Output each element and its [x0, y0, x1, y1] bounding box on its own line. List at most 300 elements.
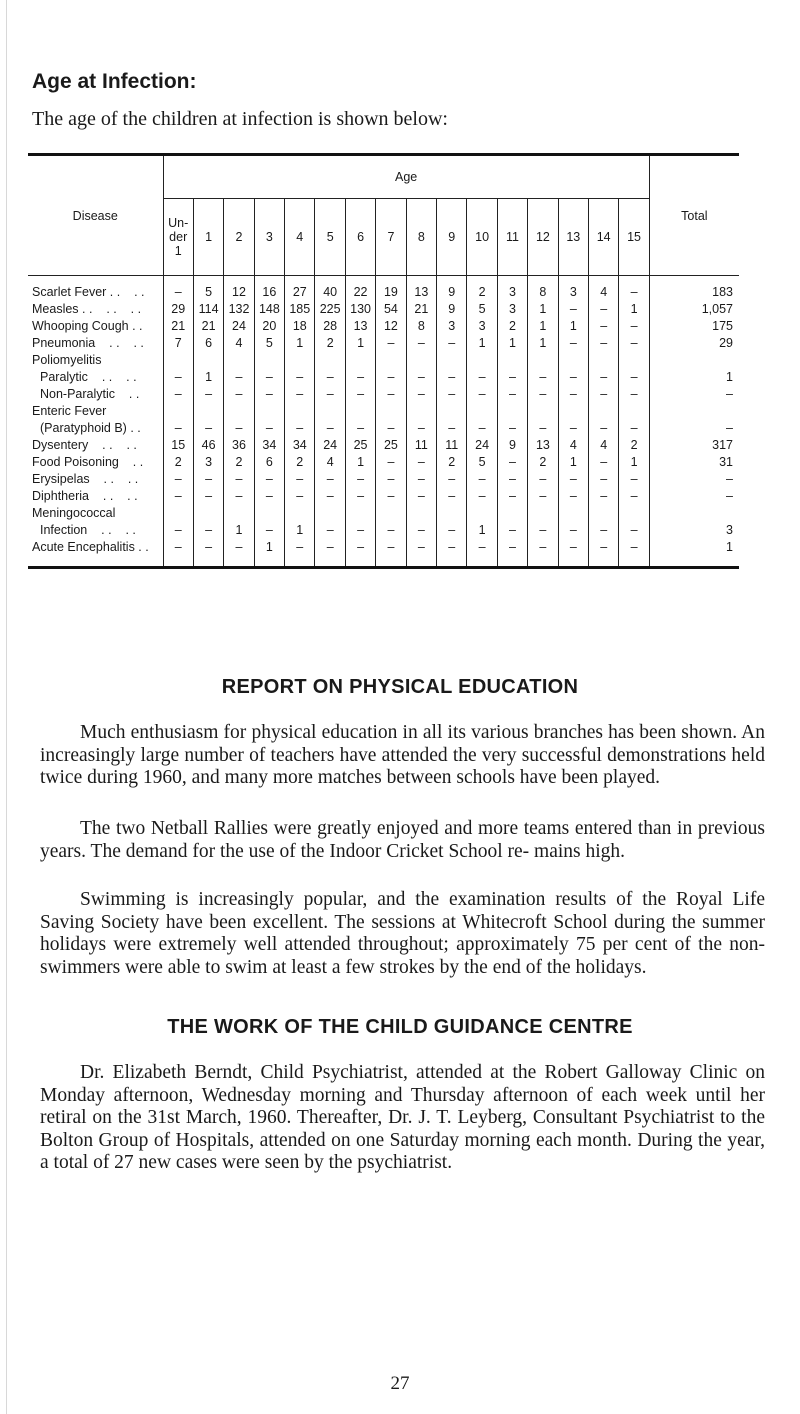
age-count-cell: – — [497, 471, 527, 488]
infection-age-table — [28, 153, 739, 569]
age-count-cell: 24 — [467, 437, 497, 454]
total-cell: – — [649, 386, 739, 403]
spacer-cell — [588, 556, 618, 568]
total-cell: 183 — [649, 284, 739, 301]
spacer-cell — [224, 276, 254, 285]
spacer-cell — [285, 556, 315, 568]
scan-edge — [6, 0, 7, 1414]
age-count-cell: – — [558, 488, 588, 505]
age-count-cell: 40 — [315, 284, 345, 301]
age-count-cell — [406, 505, 436, 522]
age-count-cell: – — [345, 369, 375, 386]
age-count-cell: – — [345, 386, 375, 403]
spacer-cell — [649, 276, 739, 285]
age-count-cell: – — [497, 386, 527, 403]
age-count-cell: – — [619, 369, 649, 386]
age-count-cell: 2 — [315, 335, 345, 352]
age-count-cell: – — [437, 420, 467, 437]
age-count-cell: 130 — [345, 301, 375, 318]
age-column-header: 13 — [558, 199, 588, 276]
age-count-cell: – — [224, 369, 254, 386]
spacer-cell — [467, 556, 497, 568]
age-count-cell — [467, 352, 497, 369]
age-count-cell: 3 — [193, 454, 223, 471]
age-count-cell: – — [285, 386, 315, 403]
age-count-cell: – — [588, 369, 618, 386]
age-count-cell: – — [437, 522, 467, 539]
age-count-cell: – — [163, 284, 193, 301]
age-at-infection-heading: Age at Infection: — [32, 70, 197, 93]
age-count-cell — [588, 505, 618, 522]
age-count-cell: – — [254, 488, 284, 505]
table-row — [28, 352, 739, 369]
age-count-cell: – — [163, 386, 193, 403]
age-count-cell: – — [467, 539, 497, 556]
age-count-cell: 27 — [285, 284, 315, 301]
age-count-cell: – — [345, 539, 375, 556]
age-count-cell: – — [315, 488, 345, 505]
spacer-cell — [558, 556, 588, 568]
age-count-cell: 21 — [406, 301, 436, 318]
age-column-header: 8 — [406, 199, 436, 276]
disease-name-cell: Enteric Fever — [28, 403, 163, 420]
age-count-cell — [497, 403, 527, 420]
age-count-cell: 1 — [285, 335, 315, 352]
age-count-cell: – — [193, 420, 223, 437]
disease-name-cell: (Paratyphoid B) . . — [28, 420, 163, 437]
age-count-cell — [315, 505, 345, 522]
age-count-cell: 24 — [224, 318, 254, 335]
age-count-cell: – — [163, 471, 193, 488]
age-count-cell: 1 — [193, 369, 223, 386]
age-count-cell: – — [588, 335, 618, 352]
table-row — [28, 386, 739, 403]
age-count-cell — [437, 505, 467, 522]
age-count-cell: – — [588, 539, 618, 556]
disease-name-cell: Infection . . . . — [28, 522, 163, 539]
age-count-cell — [345, 505, 375, 522]
age-count-cell — [588, 352, 618, 369]
age-count-cell: – — [437, 386, 467, 403]
age-count-cell — [285, 403, 315, 420]
age-count-cell: 11 — [437, 437, 467, 454]
spacer-row — [28, 556, 739, 568]
age-count-cell: – — [619, 318, 649, 335]
age-count-cell: – — [588, 471, 618, 488]
age-count-cell: 3 — [437, 318, 467, 335]
age-count-cell — [285, 352, 315, 369]
age-count-cell: – — [467, 488, 497, 505]
spacer-cell — [254, 276, 284, 285]
age-count-cell: – — [193, 488, 223, 505]
age-count-cell: – — [224, 420, 254, 437]
age-count-cell: 1 — [528, 335, 558, 352]
age-count-cell: 20 — [254, 318, 284, 335]
spacer-cell — [315, 276, 345, 285]
table-row — [28, 505, 739, 522]
age-count-cell: – — [497, 522, 527, 539]
disease-name-cell: Poliomyelitis — [28, 352, 163, 369]
age-count-cell: – — [497, 539, 527, 556]
spacer-cell — [345, 556, 375, 568]
age-count-cell — [315, 352, 345, 369]
age-count-cell — [376, 352, 406, 369]
total-cell: 1 — [649, 369, 739, 386]
age-count-cell: 5 — [467, 454, 497, 471]
age-count-cell: – — [406, 471, 436, 488]
spacer-cell — [254, 556, 284, 568]
age-count-cell: 9 — [497, 437, 527, 454]
age-count-cell: 1 — [528, 301, 558, 318]
age-count-cell: 5 — [254, 335, 284, 352]
age-count-cell: 2 — [528, 454, 558, 471]
age-count-cell: – — [406, 386, 436, 403]
age-count-cell: 12 — [224, 284, 254, 301]
total-cell: – — [649, 471, 739, 488]
age-count-cell: – — [588, 301, 618, 318]
age-count-cell: – — [315, 539, 345, 556]
page-number: 27 — [390, 1373, 410, 1394]
spacer-cell — [163, 276, 193, 285]
spacer-cell — [588, 276, 618, 285]
age-count-cell: – — [497, 454, 527, 471]
disease-name-cell: Food Poisoning . . — [28, 454, 163, 471]
age-column-header: 11 — [497, 199, 527, 276]
age-count-cell: – — [437, 488, 467, 505]
age-count-cell: – — [406, 454, 436, 471]
total-cell: 175 — [649, 318, 739, 335]
age-count-cell: – — [528, 522, 558, 539]
age-count-cell: – — [528, 369, 558, 386]
age-count-cell: 46 — [193, 437, 223, 454]
age-count-cell: – — [467, 471, 497, 488]
age-count-cell — [193, 403, 223, 420]
age-count-cell — [497, 352, 527, 369]
age-count-cell: – — [497, 369, 527, 386]
age-count-cell — [558, 403, 588, 420]
age-count-cell: – — [254, 420, 284, 437]
age-count-cell — [224, 352, 254, 369]
age-count-cell: – — [376, 386, 406, 403]
pe-paragraph-3: Swimming is increasingly popular, and the examination results of the Royal Life Saving Society have been excellent. The sessions at Whitecroft School during the summer holidays were extremely well attended throughout; approximately 75 per cent of the non-swimmers were able to swim at least a few strokes by the end of the holidays. — [40, 889, 765, 978]
age-count-cell: 1 — [619, 454, 649, 471]
age-count-cell — [619, 403, 649, 420]
total-cell: 1,057 — [649, 301, 739, 318]
age-count-cell: 13 — [528, 437, 558, 454]
age-count-cell: 2 — [619, 437, 649, 454]
spacer-cell — [406, 276, 436, 285]
table-row — [28, 420, 739, 437]
spacer-row — [28, 276, 739, 285]
age-count-cell: 148 — [254, 301, 284, 318]
age-count-cell: – — [163, 420, 193, 437]
age-count-cell: – — [163, 488, 193, 505]
age-count-cell — [254, 403, 284, 420]
age-count-cell: 28 — [315, 318, 345, 335]
age-count-cell: – — [558, 522, 588, 539]
age-count-cell: – — [224, 386, 254, 403]
disease-name-cell: Non-Paralytic . . — [28, 386, 163, 403]
spacer-cell — [224, 556, 254, 568]
age-count-cell: 1 — [467, 522, 497, 539]
age-count-cell: – — [588, 454, 618, 471]
age-count-cell: 3 — [497, 301, 527, 318]
age-count-cell — [528, 505, 558, 522]
age-column-header: 6 — [345, 199, 375, 276]
age-count-cell: – — [467, 386, 497, 403]
age-count-cell: – — [163, 522, 193, 539]
age-count-cell: 6 — [254, 454, 284, 471]
age-count-cell: – — [254, 522, 284, 539]
table-row — [28, 522, 739, 539]
age-count-cell: – — [558, 539, 588, 556]
table-row — [28, 318, 739, 335]
spacer-cell — [193, 556, 223, 568]
age-count-cell: 34 — [254, 437, 284, 454]
disease-name-cell: Paralytic . . . . — [28, 369, 163, 386]
total-cell: 3 — [649, 522, 739, 539]
age-count-cell: – — [619, 488, 649, 505]
total-cell: 317 — [649, 437, 739, 454]
age-count-cell: – — [467, 420, 497, 437]
pe-paragraph-1: Much enthusiasm for physical education in all its various branches has been shown. An increasingly large number of teachers have attended the very successful demonstrations held twice during 1960, and many more matches between schools have been played. — [40, 722, 765, 788]
age-count-cell: – — [376, 420, 406, 437]
age-count-cell: – — [285, 369, 315, 386]
age-count-cell: – — [376, 454, 406, 471]
age-count-cell: – — [376, 335, 406, 352]
age-count-cell: – — [558, 369, 588, 386]
age-count-cell — [193, 352, 223, 369]
disease-name-cell: Pneumonia . . . . — [28, 335, 163, 352]
disease-name-cell: Dysentery . . . . — [28, 437, 163, 454]
age-count-cell: – — [437, 471, 467, 488]
age-count-cell: – — [285, 420, 315, 437]
age-count-cell: 3 — [558, 284, 588, 301]
age-count-cell — [437, 352, 467, 369]
table-row — [28, 539, 739, 556]
age-count-cell: – — [437, 369, 467, 386]
spacer-cell — [437, 276, 467, 285]
age-count-cell: 8 — [528, 284, 558, 301]
age-count-cell: – — [345, 420, 375, 437]
age-count-cell: 132 — [224, 301, 254, 318]
spacer-cell — [467, 276, 497, 285]
total-cell — [649, 403, 739, 420]
age-count-cell — [224, 403, 254, 420]
age-count-cell: 12 — [376, 318, 406, 335]
age-count-cell: 1 — [224, 522, 254, 539]
age-count-cell: – — [406, 420, 436, 437]
disease-name-cell: Erysipelas . . . . — [28, 471, 163, 488]
age-count-cell: – — [285, 488, 315, 505]
age-count-cell: – — [376, 369, 406, 386]
age-count-cell — [163, 505, 193, 522]
age-count-cell: 21 — [193, 318, 223, 335]
age-count-cell: – — [406, 522, 436, 539]
age-count-cell: – — [315, 369, 345, 386]
age-count-cell: – — [376, 471, 406, 488]
age-count-cell: – — [558, 335, 588, 352]
age-count-cell: – — [437, 335, 467, 352]
age-column-header: 9 — [437, 199, 467, 276]
total-cell — [649, 505, 739, 522]
age-count-cell: – — [558, 420, 588, 437]
age-count-cell: – — [315, 471, 345, 488]
age-count-cell — [619, 505, 649, 522]
age-count-cell: – — [376, 522, 406, 539]
age-column-header: 14 — [588, 199, 618, 276]
age-count-cell: – — [376, 488, 406, 505]
age-count-cell: – — [588, 522, 618, 539]
age-count-cell — [497, 505, 527, 522]
age-count-cell: 1 — [558, 454, 588, 471]
age-count-cell: 1 — [558, 318, 588, 335]
spacer-cell — [345, 276, 375, 285]
spacer-cell — [649, 556, 739, 568]
age-column-header: Un- der 1 — [163, 199, 193, 276]
age-count-cell: – — [345, 471, 375, 488]
age-count-cell — [193, 505, 223, 522]
age-count-cell: – — [619, 284, 649, 301]
age-count-cell: 22 — [345, 284, 375, 301]
age-count-cell: 9 — [437, 284, 467, 301]
spacer-cell — [376, 556, 406, 568]
pe-paragraph-2: The two Netball Rallies were greatly enjoyed and more teams entered than in previous years. The demand for the use of the Indoor Cricket School re- mains high. — [40, 818, 765, 862]
age-count-cell: – — [376, 539, 406, 556]
age-count-cell: – — [528, 386, 558, 403]
age-count-cell: – — [588, 318, 618, 335]
age-count-cell: 4 — [558, 437, 588, 454]
age-count-cell: 225 — [315, 301, 345, 318]
spacer-cell — [619, 556, 649, 568]
age-count-cell: – — [193, 471, 223, 488]
age-count-cell: 2 — [437, 454, 467, 471]
age-count-cell: 25 — [345, 437, 375, 454]
age-count-cell: – — [528, 420, 558, 437]
table-row — [28, 335, 739, 352]
age-count-cell: – — [619, 335, 649, 352]
age-count-cell: 114 — [193, 301, 223, 318]
spacer-cell — [619, 276, 649, 285]
age-count-cell — [376, 505, 406, 522]
age-count-cell: 5 — [193, 284, 223, 301]
age-column-group-header: Age — [163, 155, 649, 199]
age-count-cell — [558, 352, 588, 369]
age-count-cell: 34 — [285, 437, 315, 454]
age-count-cell: – — [345, 488, 375, 505]
age-count-cell: – — [254, 386, 284, 403]
age-count-cell: – — [619, 420, 649, 437]
age-count-cell: – — [254, 471, 284, 488]
age-count-cell — [254, 505, 284, 522]
age-count-cell: – — [315, 386, 345, 403]
spacer-cell — [437, 556, 467, 568]
age-count-cell: 15 — [163, 437, 193, 454]
age-count-cell: 3 — [467, 318, 497, 335]
age-count-cell — [285, 505, 315, 522]
age-count-cell: – — [193, 539, 223, 556]
disease-name-cell: Scarlet Fever . . . . — [28, 284, 163, 301]
age-count-cell: 25 — [376, 437, 406, 454]
age-count-cell: 5 — [467, 301, 497, 318]
age-count-cell: – — [193, 386, 223, 403]
spacer-cell — [406, 556, 436, 568]
spacer-cell — [497, 276, 527, 285]
age-column-header: 5 — [315, 199, 345, 276]
total-cell: 1 — [649, 539, 739, 556]
age-count-cell: 4 — [315, 454, 345, 471]
age-count-cell: 4 — [588, 284, 618, 301]
age-count-cell — [163, 352, 193, 369]
age-count-cell: – — [528, 539, 558, 556]
disease-name-cell: Measles . . . . . . — [28, 301, 163, 318]
age-count-cell: – — [588, 488, 618, 505]
age-count-cell: 36 — [224, 437, 254, 454]
age-count-cell: – — [588, 386, 618, 403]
age-count-cell: – — [285, 539, 315, 556]
age-count-cell: 1 — [619, 301, 649, 318]
age-count-cell: – — [224, 539, 254, 556]
spacer-cell — [497, 556, 527, 568]
disease-name-cell: Meningococcal — [28, 505, 163, 522]
age-count-cell — [619, 352, 649, 369]
age-count-cell — [406, 352, 436, 369]
age-count-cell — [588, 403, 618, 420]
age-count-cell: – — [406, 488, 436, 505]
age-count-cell: 2 — [163, 454, 193, 471]
table-row — [28, 403, 739, 420]
age-count-cell: – — [224, 488, 254, 505]
age-count-cell — [224, 505, 254, 522]
spacer-cell — [285, 276, 315, 285]
age-count-cell: 1 — [285, 522, 315, 539]
age-count-cell: – — [193, 522, 223, 539]
spacer-cell — [193, 276, 223, 285]
age-count-cell: 185 — [285, 301, 315, 318]
age-count-cell — [345, 403, 375, 420]
age-count-cell: – — [224, 471, 254, 488]
age-count-cell: – — [558, 301, 588, 318]
disease-name-cell: Diphtheria . . . . — [28, 488, 163, 505]
age-count-cell: 1 — [254, 539, 284, 556]
disease-column-header: Disease — [28, 155, 163, 276]
age-count-cell: 2 — [285, 454, 315, 471]
age-count-cell — [406, 403, 436, 420]
age-count-cell: – — [619, 539, 649, 556]
age-column-header: 12 — [528, 199, 558, 276]
age-count-cell: – — [558, 386, 588, 403]
age-count-cell: – — [588, 420, 618, 437]
age-count-cell: 4 — [588, 437, 618, 454]
age-count-cell: 13 — [345, 318, 375, 335]
age-count-cell: 18 — [285, 318, 315, 335]
age-column-header: 10 — [467, 199, 497, 276]
age-count-cell: 1 — [345, 454, 375, 471]
age-count-cell — [528, 352, 558, 369]
age-count-cell: – — [254, 369, 284, 386]
infection-table-container — [28, 153, 739, 569]
table-row — [28, 301, 739, 318]
age-count-cell: – — [497, 420, 527, 437]
age-count-cell: – — [315, 420, 345, 437]
age-count-cell — [345, 352, 375, 369]
physical-education-heading: REPORT ON PHYSICAL EDUCATION — [221, 676, 579, 698]
table-row — [28, 284, 739, 301]
age-count-cell: 4 — [224, 335, 254, 352]
age-count-cell — [467, 505, 497, 522]
age-count-cell: – — [558, 471, 588, 488]
age-count-cell: 6 — [193, 335, 223, 352]
